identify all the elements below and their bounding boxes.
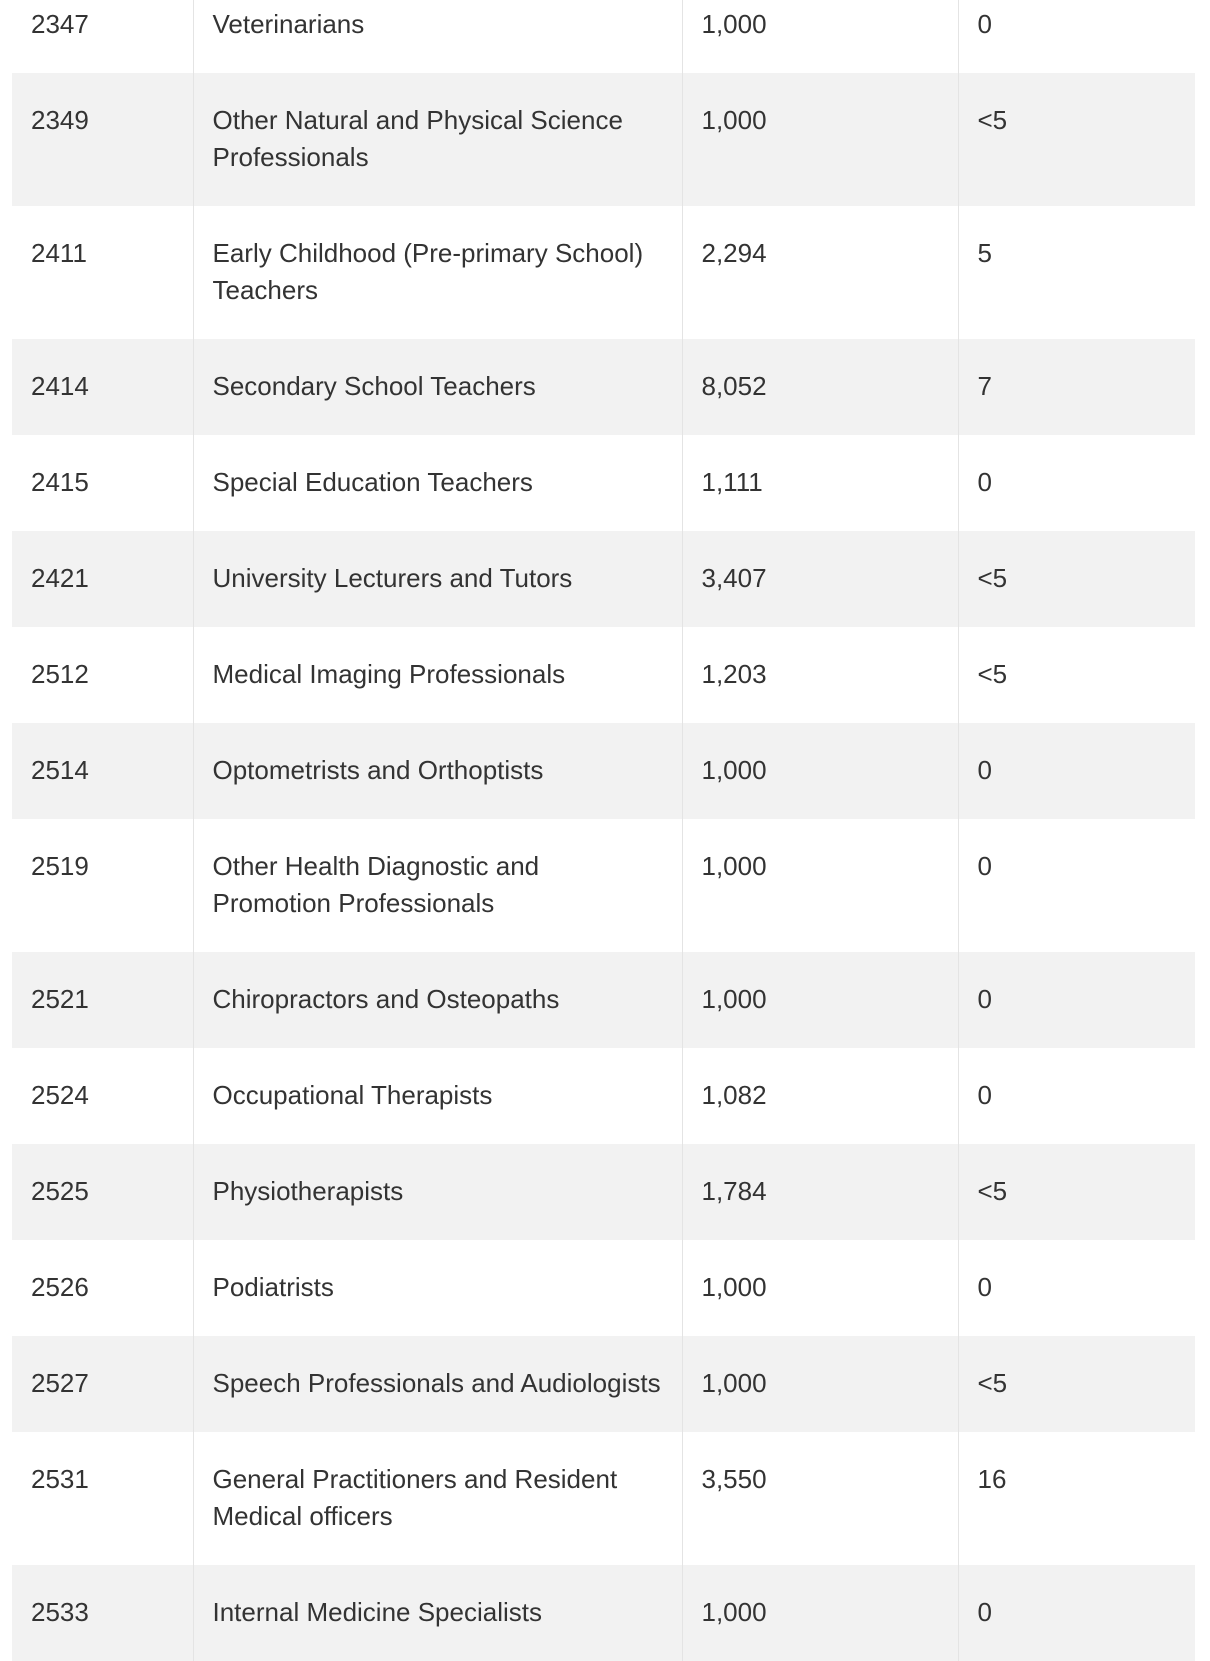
occupation-ceiling-cell: 2,294 (682, 206, 958, 339)
anzsco-code-cell: 2411 (12, 206, 193, 339)
occupation-name-cell: Other Natural and Physical Science Professionals (193, 73, 682, 206)
occupation-name-cell: General Practitioners and Resident Medical officers (193, 1432, 682, 1565)
occupation-ceiling-cell: 1,000 (682, 1336, 958, 1432)
anzsco-code-cell: 2514 (12, 723, 193, 819)
anzsco-code-cell: 2421 (12, 531, 193, 627)
invitations-cell: 0 (958, 1048, 1195, 1144)
occupation-ceiling-cell: 1,000 (682, 1565, 958, 1661)
invitations-cell: <5 (958, 627, 1195, 723)
anzsco-code-cell: 2521 (12, 952, 193, 1048)
table-row (12, 627, 1195, 723)
table-row (12, 1144, 1195, 1240)
occupation-name-cell: Chiropractors and Osteopaths (193, 952, 682, 1048)
occupation-name-cell: Internal Medicine Specialists (193, 1565, 682, 1661)
invitations-cell: <5 (958, 73, 1195, 206)
occupation-ceiling-cell: 1,000 (682, 1240, 958, 1336)
occupation-ceiling-cell: 8,052 (682, 339, 958, 435)
occupation-table-container (12, 0, 1195, 1661)
table-row (12, 1048, 1195, 1144)
table-row (12, 339, 1195, 435)
table-row (12, 723, 1195, 819)
invitations-cell: 0 (958, 952, 1195, 1048)
table-row (12, 531, 1195, 627)
anzsco-code-cell: 2526 (12, 1240, 193, 1336)
invitations-cell: 0 (958, 1240, 1195, 1336)
invitations-cell: <5 (958, 1144, 1195, 1240)
occupation-name-cell: Speech Professionals and Audiologists (193, 1336, 682, 1432)
anzsco-code-cell: 2525 (12, 1144, 193, 1240)
table-row (12, 0, 1195, 73)
table-row (12, 1336, 1195, 1432)
invitations-cell: 5 (958, 206, 1195, 339)
table-row (12, 73, 1195, 206)
occupation-ceiling-cell: 1,082 (682, 1048, 958, 1144)
table-row (12, 206, 1195, 339)
anzsco-code-cell: 2524 (12, 1048, 193, 1144)
occupation-name-cell: Medical Imaging Professionals (193, 627, 682, 723)
anzsco-code-cell: 2415 (12, 435, 193, 531)
occupation-ceiling-cell: 1,000 (682, 723, 958, 819)
invitations-cell: 7 (958, 339, 1195, 435)
occupation-ceiling-cell: 3,550 (682, 1432, 958, 1565)
occupation-name-cell: Veterinarians (193, 0, 682, 73)
table-row (12, 435, 1195, 531)
occupation-ceiling-cell: 1,111 (682, 435, 958, 531)
anzsco-code-cell: 2414 (12, 339, 193, 435)
table-row (12, 1432, 1195, 1565)
occupation-name-cell: Optometrists and Orthoptists (193, 723, 682, 819)
invitations-cell: 0 (958, 819, 1195, 952)
occupation-name-cell: Secondary School Teachers (193, 339, 682, 435)
anzsco-code-cell: 2533 (12, 1565, 193, 1661)
occupation-table-body (12, 0, 1195, 1661)
anzsco-code-cell: 2531 (12, 1432, 193, 1565)
occupation-name-cell: Other Health Diagnostic and Promotion Professionals (193, 819, 682, 952)
occupation-name-cell: Special Education Teachers (193, 435, 682, 531)
occupation-name-cell: University Lecturers and Tutors (193, 531, 682, 627)
occupation-name-cell: Podiatrists (193, 1240, 682, 1336)
invitations-cell: 0 (958, 723, 1195, 819)
occupation-name-cell: Occupational Therapists (193, 1048, 682, 1144)
occupation-ceiling-cell: 3,407 (682, 531, 958, 627)
table-row (12, 819, 1195, 952)
invitations-cell: 0 (958, 435, 1195, 531)
occupation-name-cell: Early Childhood (Pre-primary School) Teachers (193, 206, 682, 339)
table-row (12, 1565, 1195, 1661)
invitations-cell: <5 (958, 1336, 1195, 1432)
anzsco-code-cell: 2527 (12, 1336, 193, 1432)
invitations-cell: <5 (958, 531, 1195, 627)
anzsco-code-cell: 2519 (12, 819, 193, 952)
anzsco-code-cell: 2349 (12, 73, 193, 206)
anzsco-code-cell: 2512 (12, 627, 193, 723)
table-row (12, 952, 1195, 1048)
table-row (12, 1240, 1195, 1336)
invitations-cell: 0 (958, 0, 1195, 73)
occupation-ceiling-cell: 1,000 (682, 73, 958, 206)
occupation-ceiling-cell: 1,784 (682, 1144, 958, 1240)
occupation-ceiling-cell: 1,000 (682, 0, 958, 73)
occupation-table (12, 0, 1195, 1661)
invitations-cell: 0 (958, 1565, 1195, 1661)
occupation-name-cell: Physiotherapists (193, 1144, 682, 1240)
invitations-cell: 16 (958, 1432, 1195, 1565)
occupation-ceiling-cell: 1,000 (682, 952, 958, 1048)
occupation-ceiling-cell: 1,203 (682, 627, 958, 723)
occupation-ceiling-cell: 1,000 (682, 819, 958, 952)
anzsco-code-cell: 2347 (12, 0, 193, 73)
